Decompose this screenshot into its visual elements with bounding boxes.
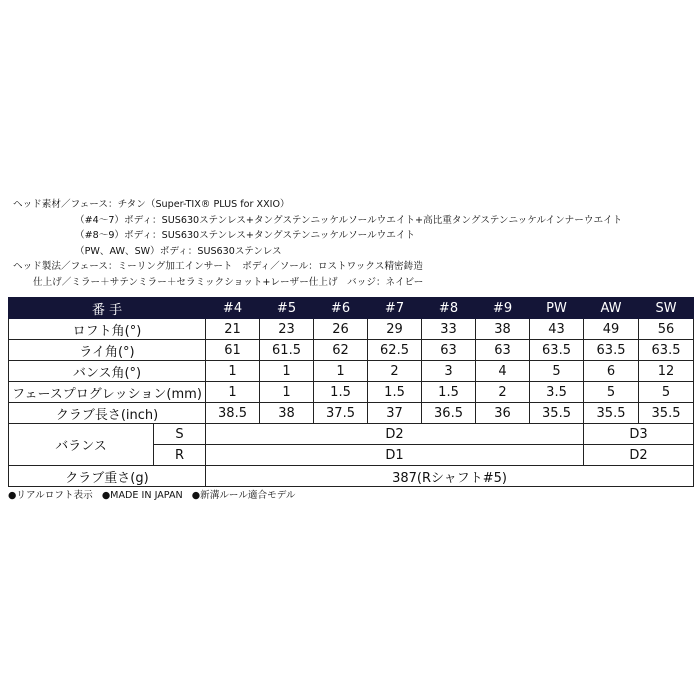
table-row-bounce (9, 361, 694, 382)
table-cell: 63.5 (639, 340, 694, 361)
table-row-length (9, 403, 694, 424)
column-header: AW (584, 298, 639, 319)
spec-line-method (13, 259, 622, 275)
note-item: ●新溝ルール適合モデル (191, 490, 296, 501)
notes (8, 487, 301, 501)
spec-sep: ／ (61, 276, 72, 288)
balance-s-main: D2 (206, 424, 584, 445)
table-cell: 2 (476, 382, 530, 403)
table-cell: 23 (260, 319, 314, 340)
column-header: SW (639, 298, 694, 319)
table-cell: 35.5 (639, 403, 694, 424)
note-item: ●リアルロフト表示 (8, 490, 93, 501)
table-cell: 1.5 (422, 382, 476, 403)
spec-text: （#4〜7）ボディ：SUS630ステンレス+タングステンニッケルソールウエイト+高比重タングステンニッケルインナーウエイト (75, 214, 623, 226)
table-cell: 56 (639, 319, 694, 340)
table-cell: 63.5 (584, 340, 639, 361)
spec-line-material (13, 197, 622, 213)
spec-line-body-wedges (13, 244, 622, 260)
table-cell: 26 (314, 319, 368, 340)
table-row-lie (9, 340, 694, 361)
spec-sep: ／ (60, 261, 71, 273)
weight-value: 387(Rシャフト#5) (206, 466, 694, 487)
table-row-loft (9, 319, 694, 340)
table-cell: 38.5 (206, 403, 260, 424)
table-row-face-progression (9, 382, 694, 403)
table-cell: 1.5 (314, 382, 368, 403)
table-cell: 12 (639, 361, 694, 382)
table-cell: 35.5 (584, 403, 639, 424)
row-label: ライ角(°) (9, 340, 206, 361)
table-row-balance-s (9, 424, 694, 445)
table-cell: 61.5 (260, 340, 314, 361)
note-item: ●MADE IN JAPAN (101, 490, 183, 501)
column-header: #7 (368, 298, 422, 319)
table-cell: 38 (260, 403, 314, 424)
balance-label: バランス (9, 424, 154, 466)
column-header: #5 (260, 298, 314, 319)
table-cell: 63 (476, 340, 530, 361)
table-cell: 2 (368, 361, 422, 382)
row-label: フェースプログレッション(mm) (9, 382, 206, 403)
table-cell: 1 (260, 361, 314, 382)
table-cell: 61 (206, 340, 260, 361)
row-label: クラブ重さ(g) (9, 466, 206, 487)
spec-text: ミラー＋サテンミラー＋セラミックショット+レーザー仕上げ バッジ：ネイビー (71, 276, 424, 288)
table-cell: 1 (206, 382, 260, 403)
table-cell: 37.5 (314, 403, 368, 424)
column-header: #6 (314, 298, 368, 319)
table-cell: 1 (260, 382, 314, 403)
column-header: #8 (422, 298, 476, 319)
spec-line-body-4-7 (13, 213, 622, 229)
table-cell: 3.5 (530, 382, 584, 403)
table-cell: 63 (422, 340, 476, 361)
table-cell: 35.5 (530, 403, 584, 424)
table-cell: 37 (368, 403, 422, 424)
column-header: PW (530, 298, 584, 319)
table-cell: 5 (584, 382, 639, 403)
balance-s-end: D3 (584, 424, 694, 445)
table-cell: 62.5 (368, 340, 422, 361)
table-cell: 49 (584, 319, 639, 340)
spec-sep: ／ (60, 199, 71, 210)
spec-text: （#8〜9）ボディ：SUS630ステンレス+タングステンニッケルソールウエイト (75, 230, 416, 242)
table-cell: 36 (476, 403, 530, 424)
spec-table (8, 297, 694, 487)
spec-label: ヘッド素材 (13, 199, 61, 210)
table-header-row (9, 298, 694, 319)
head-specs (13, 197, 622, 291)
table-cell: 5 (530, 361, 584, 382)
header-number-label: 番 手 (9, 298, 206, 319)
table-cell: 1 (206, 361, 260, 382)
spec-label: 仕上げ (33, 276, 62, 288)
table-cell: 5 (639, 382, 694, 403)
table-cell: 62 (314, 340, 368, 361)
table-cell: 38 (476, 319, 530, 340)
spec-text: フェース：ミーリング加工インサート ボディ／ソール：ロストワックス精密鋳造 (70, 261, 423, 273)
table-cell: 29 (368, 319, 422, 340)
table-cell: 63.5 (530, 340, 584, 361)
column-header: #9 (476, 298, 530, 319)
table-cell: 36.5 (422, 403, 476, 424)
table-cell: 43 (530, 319, 584, 340)
spec-line-finish (13, 275, 622, 291)
spec-line-body-8-9 (13, 228, 622, 244)
column-header: #4 (206, 298, 260, 319)
spec-text: フェース：チタン（Super-TIX® PLUS for XXIO） (70, 199, 290, 210)
balance-flex-r: R (154, 445, 206, 466)
row-label: ロフト角(°) (9, 319, 206, 340)
table-cell: 6 (584, 361, 639, 382)
balance-r-main: D1 (206, 445, 584, 466)
balance-r-end: D2 (584, 445, 694, 466)
row-label: クラブ長さ(inch) (9, 403, 206, 424)
table-cell: 1.5 (368, 382, 422, 403)
spec-label: ヘッド製法 (13, 261, 61, 273)
table-cell: 33 (422, 319, 476, 340)
balance-flex-s: S (154, 424, 206, 445)
table-cell: 21 (206, 319, 260, 340)
spec-text: （PW、AW、SW）ボディ：SUS630ステンレス (75, 245, 282, 257)
table-cell: 1 (314, 361, 368, 382)
table-cell: 3 (422, 361, 476, 382)
row-label: バンス角(°) (9, 361, 206, 382)
table-row-weight (9, 466, 694, 487)
table-cell: 4 (476, 361, 530, 382)
